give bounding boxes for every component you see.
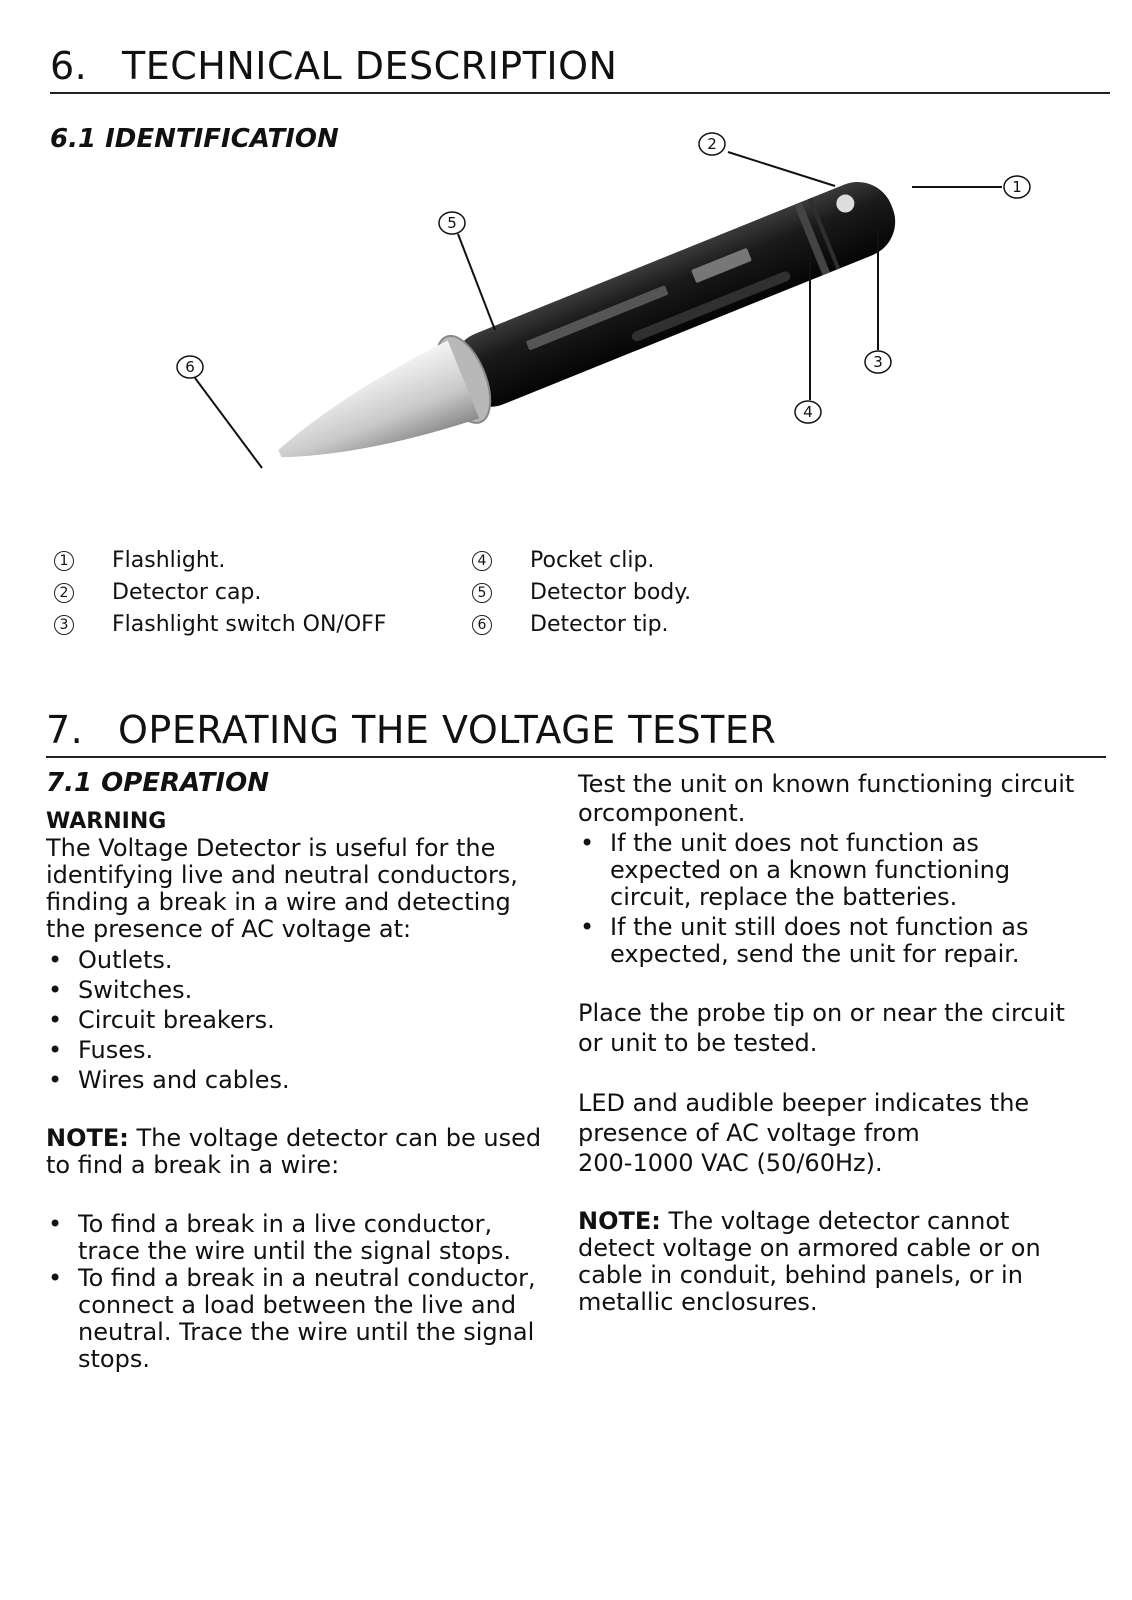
callout-6-label: 6 (185, 358, 195, 376)
led-paragraph (578, 1088, 1078, 1178)
list-item: • To find a break in a live conductor, trace the wire until the signal stops. (46, 1211, 556, 1265)
list-item: • Circuit breakers. (46, 1005, 556, 1035)
note-paragraph (578, 1208, 1078, 1316)
list-item: • If the unit does not function as expected on a known functioning circuit, replace the batteries. (578, 830, 1078, 911)
legend-number: 4 (472, 551, 492, 571)
legend-item (466, 609, 691, 641)
legend-item (466, 545, 691, 577)
section-7-heading (46, 710, 1106, 758)
callout-3-label: 3 (873, 353, 883, 371)
list-item: • Fuses. (46, 1035, 556, 1065)
led-line: LED and audible beeper indicates the (578, 1089, 1030, 1117)
list-item: • Wires and cables. (46, 1065, 556, 1095)
legend-label: Flashlight switch ON/OFF (112, 612, 387, 637)
list-item: • To find a break in a neutral conductor, connect a load between the live and neutral. Trace the wire until the signal stops. (46, 1265, 556, 1373)
note-label: NOTE: (578, 1207, 661, 1235)
legend-item (466, 577, 691, 609)
pen-body (263, 164, 909, 497)
legend-label: Detector tip. (530, 612, 669, 637)
callout-1-label: 1 (1012, 178, 1022, 196)
section-6-title: TECHNICAL DESCRIPTION (122, 44, 618, 88)
test-paragraph: Test the unit on known functioning circuit orcomponent. (578, 770, 1075, 827)
break-list (46, 1211, 556, 1373)
voltage-tester-illustration (0, 120, 1132, 510)
operation-subheading: 7.1 OPERATION (46, 768, 269, 798)
led-line: presence of AC voltage from (578, 1119, 920, 1147)
legend-number: 1 (54, 551, 74, 571)
legend-right (466, 545, 691, 641)
led-line: 200-1000 VAC (50/60Hz). (578, 1149, 883, 1177)
section-6-heading (50, 46, 1110, 94)
note-text: The voltage detector can be used to find a break in a wire: (46, 1124, 542, 1179)
callout-5-label: 5 (447, 214, 457, 232)
legend-item (48, 545, 386, 577)
list-item: • Switches. (46, 975, 556, 1005)
section-6-number: 6. (50, 44, 88, 88)
list-item: • If the unit still does not function as expected, send the unit for repair. (578, 914, 1078, 968)
legend-label: Detector body. (530, 580, 692, 605)
legend-label: Detector cap. (112, 580, 262, 605)
legend-label: Pocket clip. (530, 548, 655, 573)
legend-number: 2 (54, 583, 74, 603)
legend-number: 3 (54, 615, 74, 635)
note-text: The voltage detector cannot detect voltage on armored cable or on cable in conduit, behind panels, or in metallic enclosures. (578, 1207, 1041, 1316)
note-label: NOTE: (46, 1124, 129, 1152)
location-list (46, 945, 556, 1095)
callout-4-label: 4 (803, 403, 813, 421)
legend-label: Flashlight. (112, 548, 226, 573)
section-7-number: 7. (46, 708, 84, 752)
intro-paragraph: The Voltage Detector is useful for the identifying live and neutral conductors, finding a break in a wire and detecting the presence of AC voltage at: (46, 834, 518, 943)
legend-left (48, 545, 386, 641)
operation-left-column (46, 808, 556, 1373)
legend-number: 6 (472, 615, 492, 635)
legend-number: 5 (472, 583, 492, 603)
identification-subheading: 6.1 IDENTIFICATION (50, 124, 339, 154)
legend-item (48, 609, 386, 641)
section-7-title: OPERATING THE VOLTAGE TESTER (118, 708, 777, 752)
legend-item (48, 577, 386, 609)
operation-right-column (578, 770, 1078, 1316)
probe-paragraph: Place the probe tip on or near the circuit or unit to be tested. (578, 999, 1065, 1057)
list-item: • Outlets. (46, 945, 556, 975)
note-paragraph (46, 1125, 556, 1179)
warning-label: WARNING (46, 809, 167, 834)
callout-2-label: 2 (707, 135, 717, 153)
test-list (578, 830, 1078, 968)
